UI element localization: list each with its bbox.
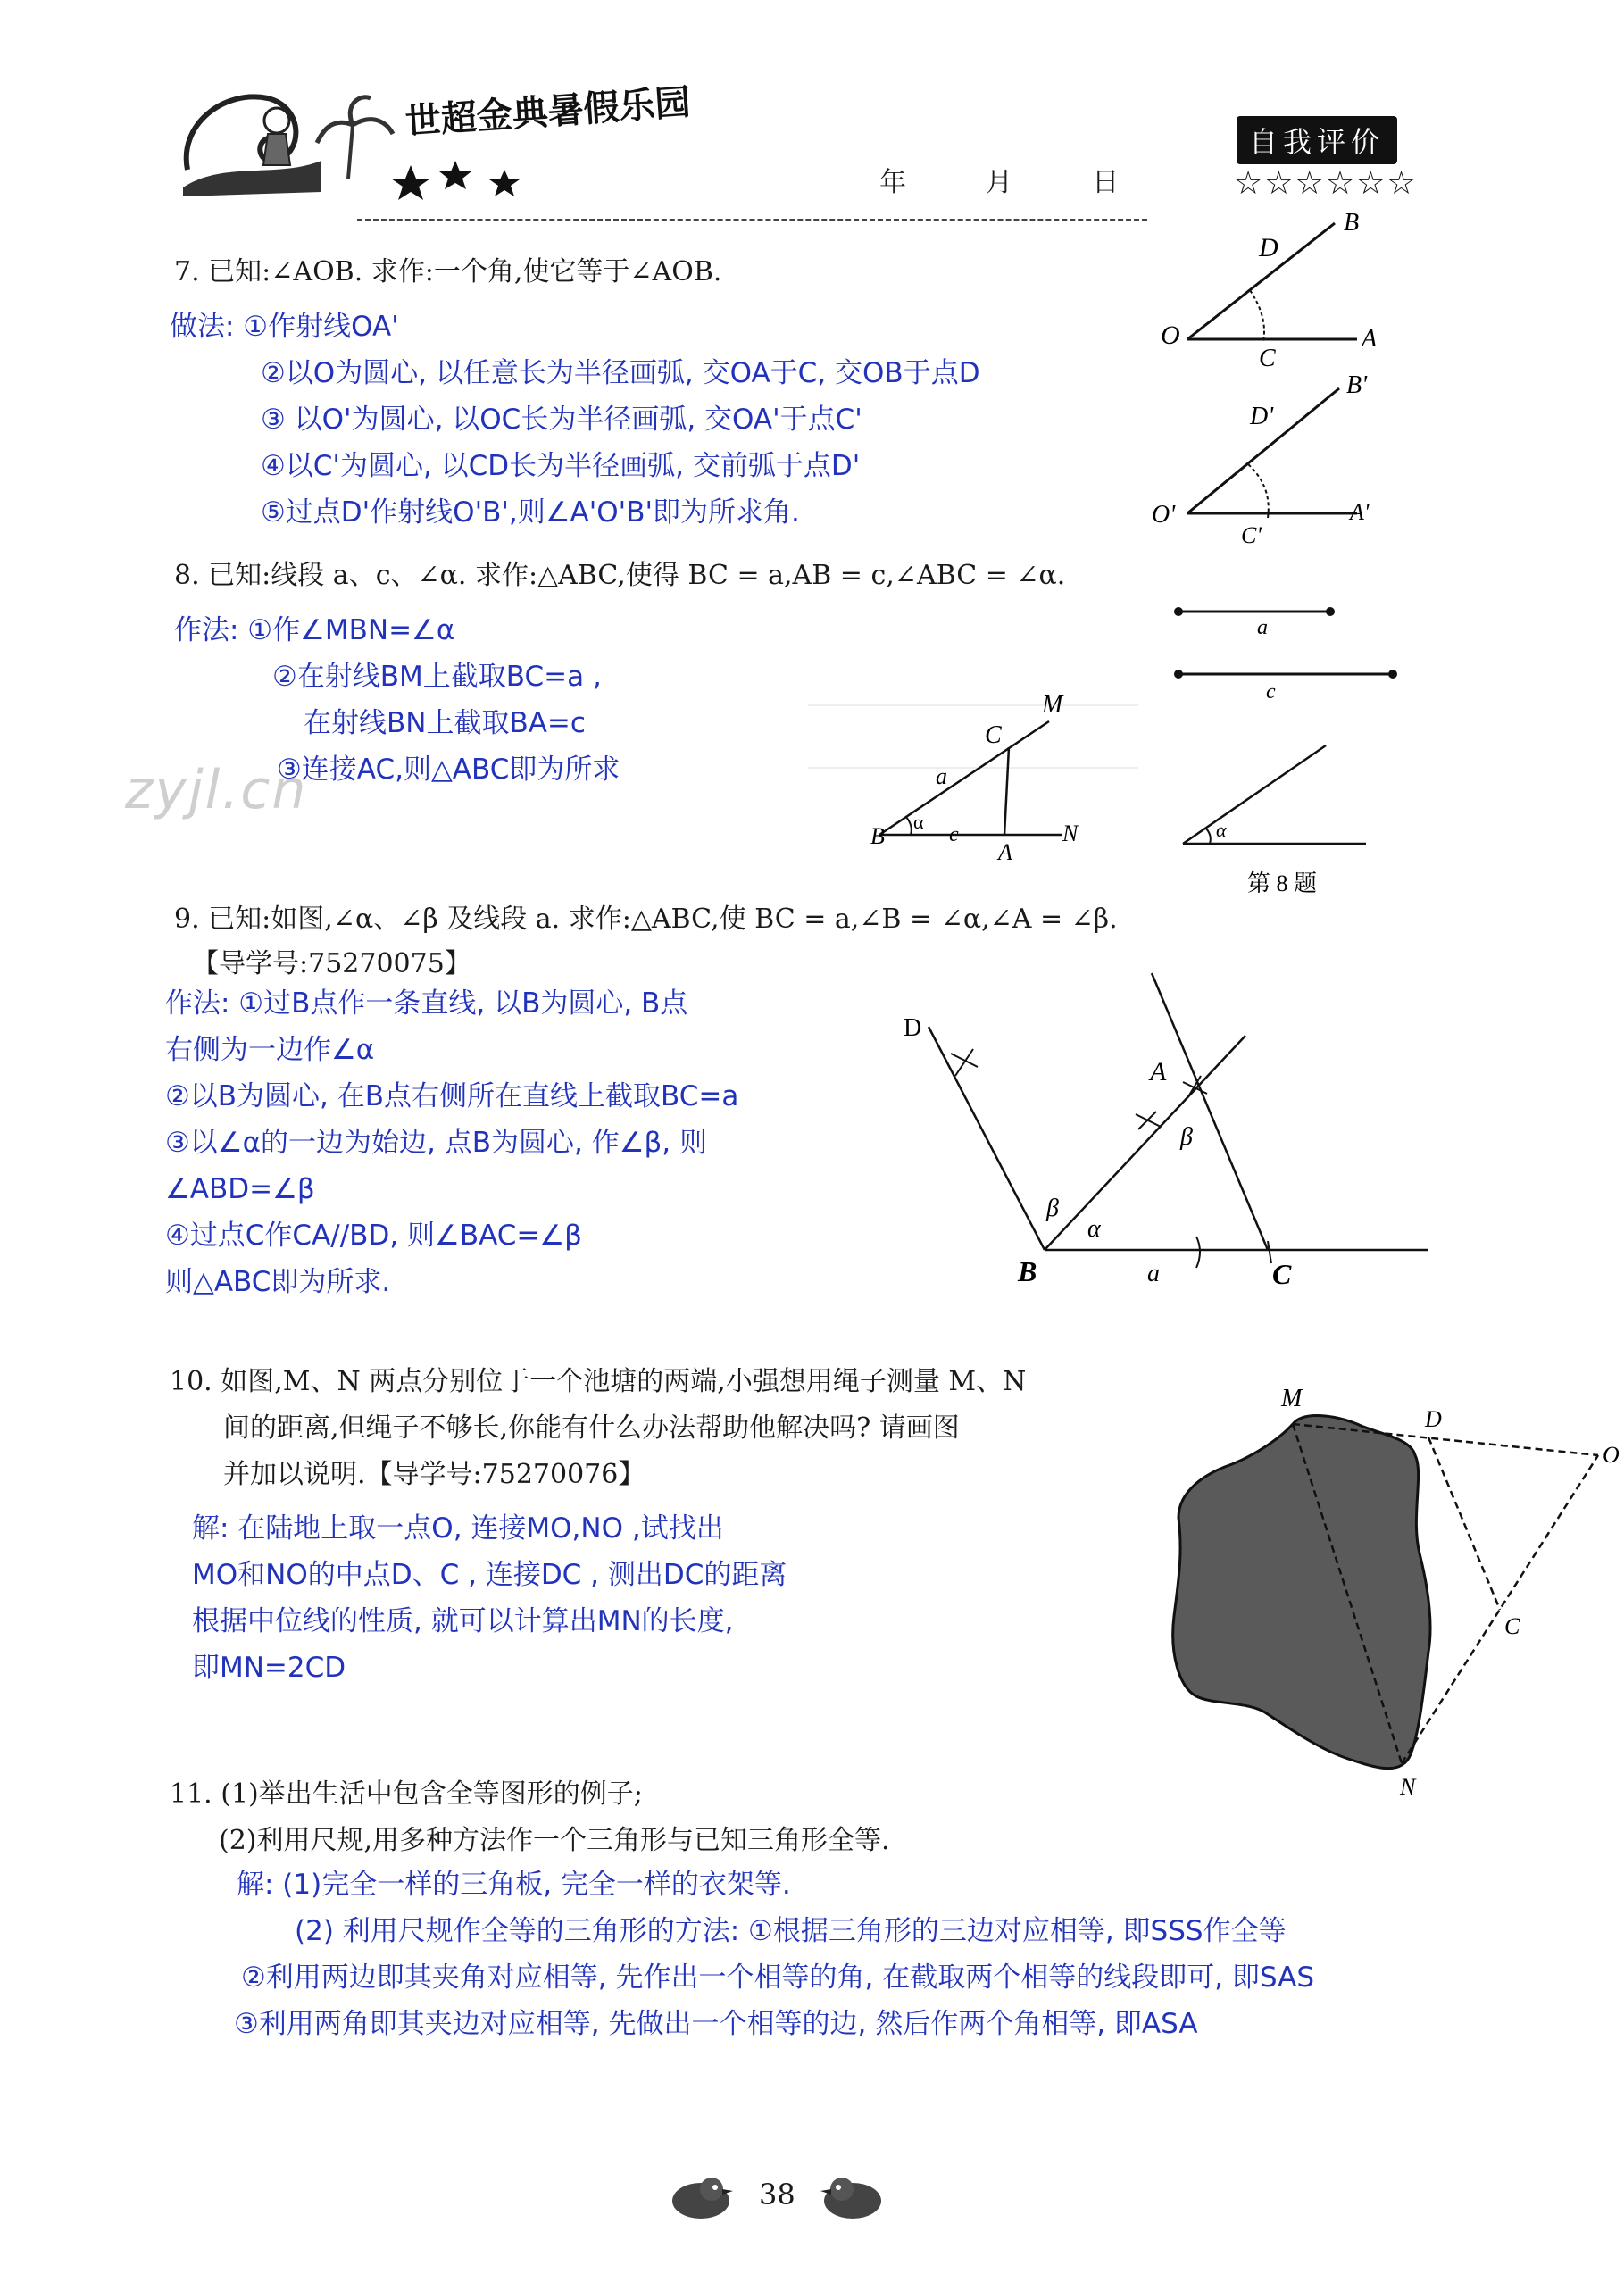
q11-answer-line-3: ②利用两边即其夹角对应相等, 先作出一个相等的角, 在截取两个相等的线段即可, 即SAS bbox=[241, 1961, 1315, 1994]
q9-answer-line-6: ④过点C作CA//BD, 则∠BAC=∠β bbox=[165, 1220, 582, 1252]
q7-answer-line-2: ②以O为圆心, 以任意长为半径画弧, 交OA于C, 交OB于点D bbox=[261, 357, 980, 389]
q9-label-beta-at-B: β bbox=[1046, 1195, 1059, 1222]
q9-label-B: B bbox=[1018, 1255, 1037, 1287]
q10-question-line-3: 并加以说明.【导学号:75270076】 bbox=[223, 1459, 645, 1490]
watermark: zyjl.cn bbox=[125, 759, 308, 821]
q9-answer-line-7: 则△ABC即为所求. bbox=[165, 1266, 391, 1298]
pond-shape bbox=[1173, 1416, 1430, 1769]
q9-answer-line-1: 作法: ①过B点作一条直线, 以B为圆心, B点 bbox=[165, 987, 688, 1020]
q10-label-M: M bbox=[1281, 1385, 1303, 1412]
wave-logo-icon bbox=[170, 71, 741, 205]
q11-question-line-1: 11. (1)举出生活中包含全等图形的例子; bbox=[170, 1778, 643, 1810]
banner-title: 世超金典暑假乐园 bbox=[404, 81, 692, 142]
q11-answer-line-4: ③利用两角即其夹边对应相等, 先做出一个相等的边, 然后作两个角相等, 即ASA bbox=[234, 2008, 1198, 2040]
q7-original-angle bbox=[1161, 209, 1378, 372]
q10-label-N: N bbox=[1400, 1774, 1416, 1800]
date-year-label: 年 bbox=[879, 167, 906, 198]
q8-question: 8. 已知:线段 a、c、∠α. 求作:△ABC,使得 BC = a,AB = c,∠ABC = ∠α. bbox=[174, 560, 1066, 591]
date-line bbox=[879, 165, 1119, 201]
bird-right-icon bbox=[817, 2170, 888, 2223]
q10-label-O: O bbox=[1603, 1442, 1620, 1468]
q10-pond-figure bbox=[1161, 1357, 1620, 1803]
q10-question-line-1: 10. 如图,M、N 两点分别位于一个池塘的两端,小强想用绳子测量 M、N bbox=[170, 1366, 1027, 1397]
q8-label-A: A bbox=[998, 839, 1012, 865]
q7-label-A: A bbox=[1362, 325, 1378, 353]
q11-answer-line-1: 解: (1)完全一样的三角板, 完全一样的衣架等. bbox=[237, 1869, 791, 1901]
q10-label-C: C bbox=[1504, 1613, 1520, 1639]
q7-label-O-prime: O' bbox=[1152, 501, 1176, 529]
q9-label-a: a bbox=[1147, 1260, 1160, 1287]
q9-label-A: A bbox=[1150, 1057, 1167, 1087]
q8-answer-line-2: ②在射线BM上截取BC=a , bbox=[272, 661, 602, 693]
q9-answer-line-2: 右侧为一边作∠α bbox=[165, 1034, 375, 1066]
q8-given-a-label: a bbox=[1257, 616, 1268, 639]
q8-label-c: c bbox=[949, 823, 959, 846]
q7-label-O: O bbox=[1161, 321, 1180, 350]
q7-label-B-prime: B' bbox=[1346, 371, 1368, 399]
q8-caption: 第 8 题 bbox=[1247, 870, 1318, 896]
q7-label-C-prime: C' bbox=[1241, 522, 1262, 548]
q8-given-alpha-label: α bbox=[1216, 819, 1227, 841]
q9-construction-figure bbox=[893, 964, 1446, 1303]
q7-label-D: D bbox=[1259, 233, 1278, 262]
q11-answer-line-2: (2) 利用尺规作全等的三角形的方法: ①根据三角形的三边对应相等, 即SSS作全等 bbox=[295, 1915, 1287, 1947]
q10-answer-line-2: MO和NO的中点D、C , 连接DC , 测出DC的距离 bbox=[192, 1559, 787, 1591]
q9-label-alpha: α bbox=[1087, 1215, 1101, 1243]
q7-label-D-prime: D' bbox=[1250, 403, 1274, 430]
q8-label-C: C bbox=[985, 721, 1002, 749]
q7-label-B: B bbox=[1344, 209, 1360, 237]
q7-answer-line-1: 做法: ①作射线OA' bbox=[170, 311, 399, 343]
q8-label-a: a bbox=[936, 763, 947, 789]
q7-question: 7. 已知:∠AOB. 求作:一个角,使它等于∠AOB. bbox=[174, 256, 722, 287]
q7-answer-line-3: ③ 以O'为圆心, 以OC长为半径画弧, 交OA'于点C' bbox=[261, 404, 862, 436]
q8-answer-line-3: 在射线BN上截取BA=c bbox=[304, 707, 586, 739]
q8-label-alpha: α bbox=[913, 811, 924, 833]
self-eval-label: 自我评价 bbox=[1237, 116, 1397, 164]
q9-answer-line-3: ②以B为圆心, 在B点右侧所在直线上截取BC=a bbox=[165, 1080, 739, 1112]
q8-given-figure bbox=[1161, 594, 1420, 906]
q9-label-C: C bbox=[1272, 1258, 1292, 1290]
q8-answer-line-4: ③连接AC,则△ABC即为所求 bbox=[277, 754, 620, 786]
q9-answer-line-5: ∠ABD=∠β bbox=[165, 1173, 315, 1205]
page-number: 38 bbox=[759, 2178, 795, 2211]
q10-answer-line-4: 即MN=2CD bbox=[192, 1652, 346, 1684]
header-divider bbox=[357, 219, 1147, 221]
date-month-label: 月 bbox=[986, 167, 1013, 198]
q7-angle-figure bbox=[1143, 205, 1411, 548]
q8-label-M: M bbox=[1042, 691, 1063, 719]
header-banner bbox=[170, 71, 741, 205]
q10-question-line-2: 间的距离,但绳子不够长,你能有什么办法帮助他解决吗? 请画图 bbox=[223, 1412, 960, 1444]
q7-answer-line-4: ④以C'为圆心, 以CD长为半径画弧, 交前弧于点D' bbox=[261, 450, 861, 482]
q9-label-D: D bbox=[904, 1014, 922, 1042]
q9-question: 9. 已知:如图,∠α、∠β 及线段 a. 求作:△ABC,使 BC = a,∠B = ∠α,∠A = ∠β. bbox=[174, 904, 1118, 935]
q9-answer-line-4: ③以∠α的一边为始边, 点B为圆心, 作∠β, 则 bbox=[165, 1127, 707, 1159]
q10-answer-line-3: 根据中位线的性质, 就可以计算出MN的长度, bbox=[192, 1605, 734, 1637]
q8-answer-line-1: 作法: ①作∠MBN=∠α bbox=[174, 614, 455, 646]
q7-answer-line-5: ⑤过点D'作射线O'B',则∠A'O'B'即为所求角. bbox=[261, 496, 800, 529]
bird-left-icon bbox=[665, 2170, 737, 2223]
rating-stars: ☆☆☆☆☆☆ bbox=[1234, 165, 1418, 202]
q8-given-c-label: c bbox=[1266, 680, 1276, 704]
q10-label-D: D bbox=[1425, 1406, 1442, 1432]
q9-guide-number: 【导学号:75270075】 bbox=[192, 948, 471, 979]
q11-question-line-2: (2)利用尺规,用多种方法作一个三角形与已知三角形全等. bbox=[219, 1825, 890, 1856]
q8-label-N: N bbox=[1062, 820, 1079, 846]
q9-label-beta-at-A: β bbox=[1180, 1123, 1193, 1151]
q8-label-B: B bbox=[870, 823, 885, 849]
date-day-label: 日 bbox=[1092, 167, 1120, 198]
q10-answer-line-1: 解: 在陆地上取一点O, 连接MO,NO ,试找出 bbox=[192, 1512, 724, 1545]
q7-copied-angle bbox=[1152, 371, 1370, 548]
q8-triangle-figure bbox=[808, 687, 1147, 866]
q7-label-A-prime: A' bbox=[1350, 499, 1370, 525]
q7-label-C: C bbox=[1259, 345, 1276, 372]
